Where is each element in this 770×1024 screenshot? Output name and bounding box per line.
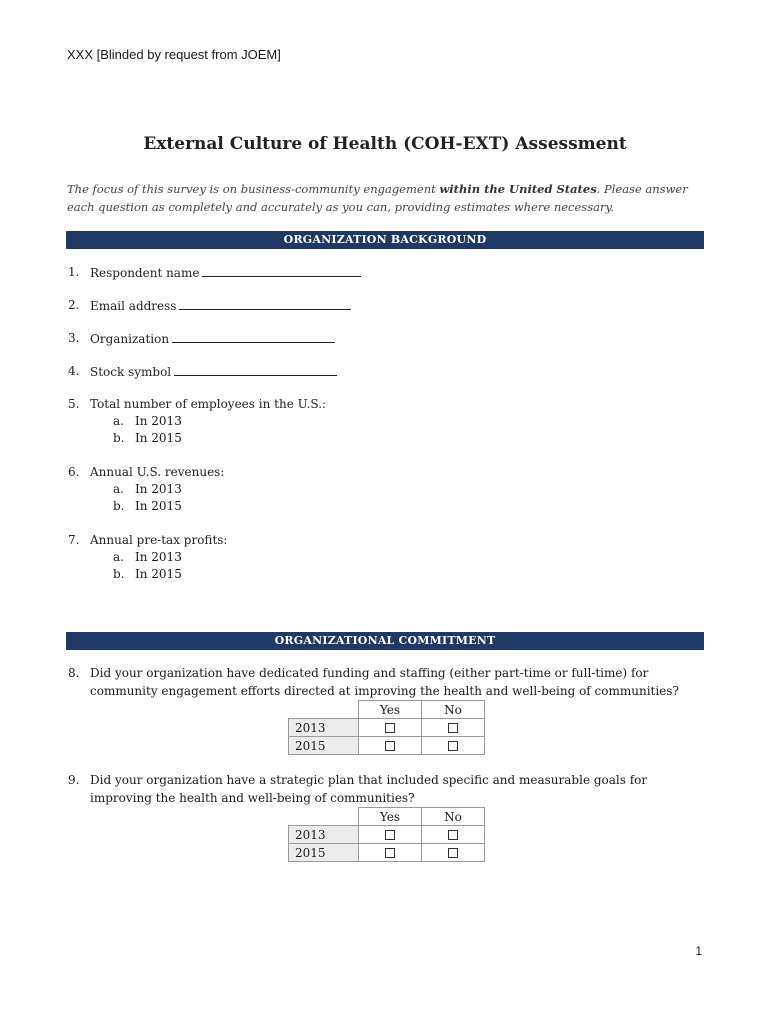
- checkbox-icon: [448, 723, 458, 733]
- table-corner: [289, 701, 359, 719]
- sub-letter: a.: [113, 550, 124, 564]
- checkbox-icon: [385, 848, 395, 858]
- question-label: Respondent name: [90, 266, 200, 280]
- question-number: 8.: [68, 666, 80, 680]
- question-label: Email address: [90, 299, 177, 313]
- stock-symbol-field[interactable]: [174, 363, 337, 376]
- question-label: Organization: [90, 332, 170, 346]
- no-header: No: [422, 701, 485, 719]
- question-label: Stock symbol: [90, 365, 172, 379]
- sub-label: In 2015: [135, 567, 182, 581]
- page-number: 1: [695, 944, 702, 958]
- q9-answer-table: [288, 807, 485, 862]
- sub-label: In 2015: [135, 431, 182, 445]
- year-label: 2013: [289, 826, 359, 844]
- organization-field[interactable]: [172, 330, 335, 343]
- checkbox-icon: [448, 848, 458, 858]
- header-note: XXX [Blinded by request from JOEM]: [67, 47, 281, 62]
- yes-header: Yes: [359, 808, 422, 826]
- q8-2013-yes-checkbox[interactable]: [359, 719, 422, 737]
- intro-part2: . Please answer each question as completely and accurately as you can, providing estimates where necessary.: [67, 182, 688, 214]
- question-number: 1.: [68, 265, 80, 279]
- question-label: Did your organization have a strategic plan that included specific and measurable goals for improving the health and well-being of communities?: [90, 773, 648, 805]
- question-number: 7.: [68, 533, 80, 547]
- table-corner: [289, 808, 359, 826]
- section-header-background: ORGANIZATION BACKGROUND: [66, 231, 704, 249]
- question-number: 3.: [68, 331, 80, 345]
- no-header: No: [422, 808, 485, 826]
- checkbox-icon: [448, 741, 458, 751]
- question-number: 9.: [68, 773, 80, 787]
- checkbox-icon: [448, 830, 458, 840]
- sub-label: In 2013: [135, 550, 182, 564]
- yes-header: Yes: [359, 701, 422, 719]
- question-number: 6.: [68, 465, 80, 479]
- intro-part1: The focus of this survey is on business-community engagement: [67, 182, 440, 196]
- checkbox-icon: [385, 830, 395, 840]
- q9-2013-yes-checkbox[interactable]: [359, 826, 422, 844]
- sub-letter: b.: [113, 567, 125, 581]
- question-label: Total number of employees in the U.S.:: [90, 397, 327, 411]
- q9-2013-no-checkbox[interactable]: [422, 826, 485, 844]
- question-number: 5.: [68, 397, 80, 411]
- q8-2015-yes-checkbox[interactable]: [359, 737, 422, 755]
- respondent-name-field[interactable]: [202, 264, 361, 277]
- checkbox-icon: [385, 723, 395, 733]
- email-field[interactable]: [179, 297, 351, 310]
- question-number: 4.: [68, 364, 80, 378]
- q9-2015-no-checkbox[interactable]: [422, 844, 485, 862]
- question-label: Did your organization have dedicated funding and staffing (either part-time or full-time) for community engagement efforts directed at improving the health and well-being of communities?: [90, 666, 679, 698]
- checkbox-icon: [385, 741, 395, 751]
- sub-letter: a.: [113, 414, 124, 428]
- q8-2013-no-checkbox[interactable]: [422, 719, 485, 737]
- sub-label: In 2013: [135, 414, 182, 428]
- question-label: Annual pre-tax profits:: [90, 533, 228, 547]
- intro-emphasis: within the United States: [439, 182, 597, 196]
- question-number: 2.: [68, 298, 80, 312]
- year-label: 2015: [289, 844, 359, 862]
- intro-text: [67, 180, 707, 216]
- page-title: External Culture of Health (COH-EXT) Assessment: [143, 134, 627, 154]
- q8-2015-no-checkbox[interactable]: [422, 737, 485, 755]
- sub-letter: a.: [113, 482, 124, 496]
- year-label: 2015: [289, 737, 359, 755]
- question-label: Annual U.S. revenues:: [90, 465, 225, 479]
- section-header-commitment: ORGANIZATIONAL COMMITMENT: [66, 632, 704, 650]
- year-label: 2013: [289, 719, 359, 737]
- sub-letter: b.: [113, 431, 125, 445]
- sub-letter: b.: [113, 499, 125, 513]
- sub-label: In 2013: [135, 482, 182, 496]
- sub-label: In 2015: [135, 499, 182, 513]
- q8-answer-table: [288, 700, 485, 755]
- q9-2015-yes-checkbox[interactable]: [359, 844, 422, 862]
